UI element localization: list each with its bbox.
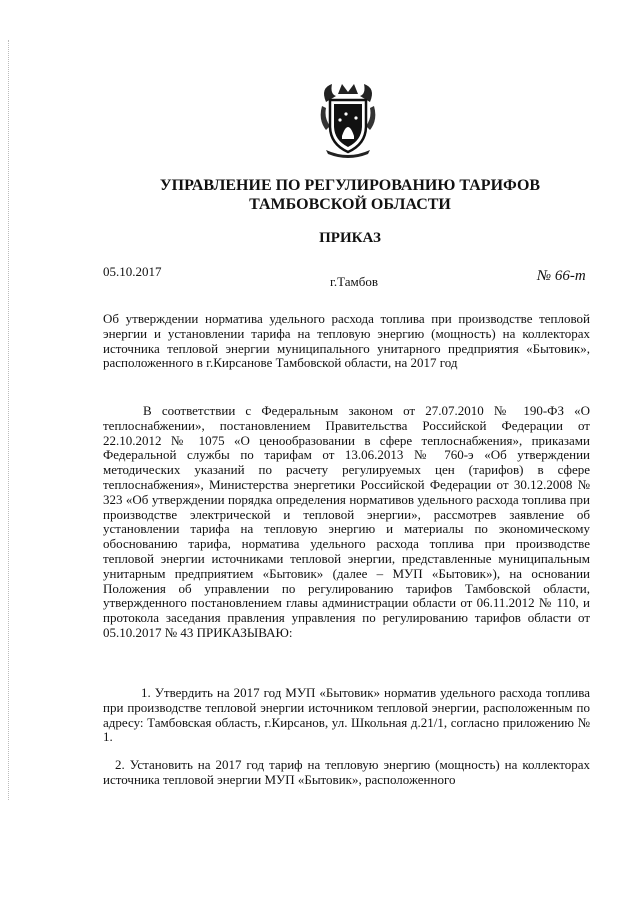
organization-name-line2: ТАМБОВСКОЙ ОБЛАСТИ [249, 196, 451, 213]
order-item-1: 1. Утвердить на 2017 год МУП «Бытовик» норматив удельного расхода топлива при производстве тепловой энергии источником тепловой энергии, расположенным по адресу: Тамбовская область, г.Кирсанов, ул. Школьная д.21/1, согласно приложению № 1. [103, 685, 590, 745]
order-preamble: В соответствии с Федеральным законом от 27.07.2010 № 190-ФЗ «О теплоснабжении», постановлением Правительства Российской Федерации от 22.10.2012 № 1075 «О ценообразовании в сфере теплоснабжения», приказами Федеральной службы по тарифам от 13.06.2013 № 760-э «Об утверждении методических указаний по расчету регулируемых цен (тарифов) в сфере теплоснабжения», Министерства энергетики Российской Федерации от 30.12.2008 № 323 «Об утверждении порядка определения нормативов удельного расхода топлива при производстве электрической и тепловой энергии», рассмотрев заявление об установлении тарифа на тепловую энергию и материалы по экономическому обоснованию тарифа, норматива удельного расхода топлива при производстве тепловой энергии источниками тепловой энергии, представленные муниципальным унитарным предприятием «Бытовик» (далее – МУП «Бытовик»), на основании Положения об управлении по регулированию тарифов Тамбовской области, утвержденного постановлением главы администрации области от 06.11.2012 № 110, и протокола заседания правления управления по регулированию тарифов области от 05.10.2017 № 43 ПРИКАЗЫВАЮ: [103, 403, 590, 640]
order-city: г.Тамбов [330, 274, 378, 289]
scan-margin-marks [8, 40, 15, 800]
tambov-coat-of-arms-icon [316, 80, 380, 158]
order-item-2: 2. Установить на 2017 год тариф на тепловую энергию (мощность) на коллекторах источника тепловой энергии МУП «Бытовик», расположенного [103, 757, 590, 787]
document-type-title: ПРИКАЗ [319, 230, 381, 246]
order-number: № 66-т [537, 268, 586, 284]
order-date: 05.10.2017 [103, 264, 162, 279]
organization-name-line1: УПРАВЛЕНИЕ ПО РЕГУЛИРОВАНИЮ ТАРИФОВ [159, 177, 541, 194]
order-subject: Об утверждении норматива удельного расхода топлива при производстве тепловой энергии и установлении тарифа на тепловую энергию (мощность) на коллекторах источника тепловой энергии муниципального унитарного предприятия «Бытовик», расположенного в г.Кирсанове Тамбовской области, на 2017 год [103, 311, 590, 371]
